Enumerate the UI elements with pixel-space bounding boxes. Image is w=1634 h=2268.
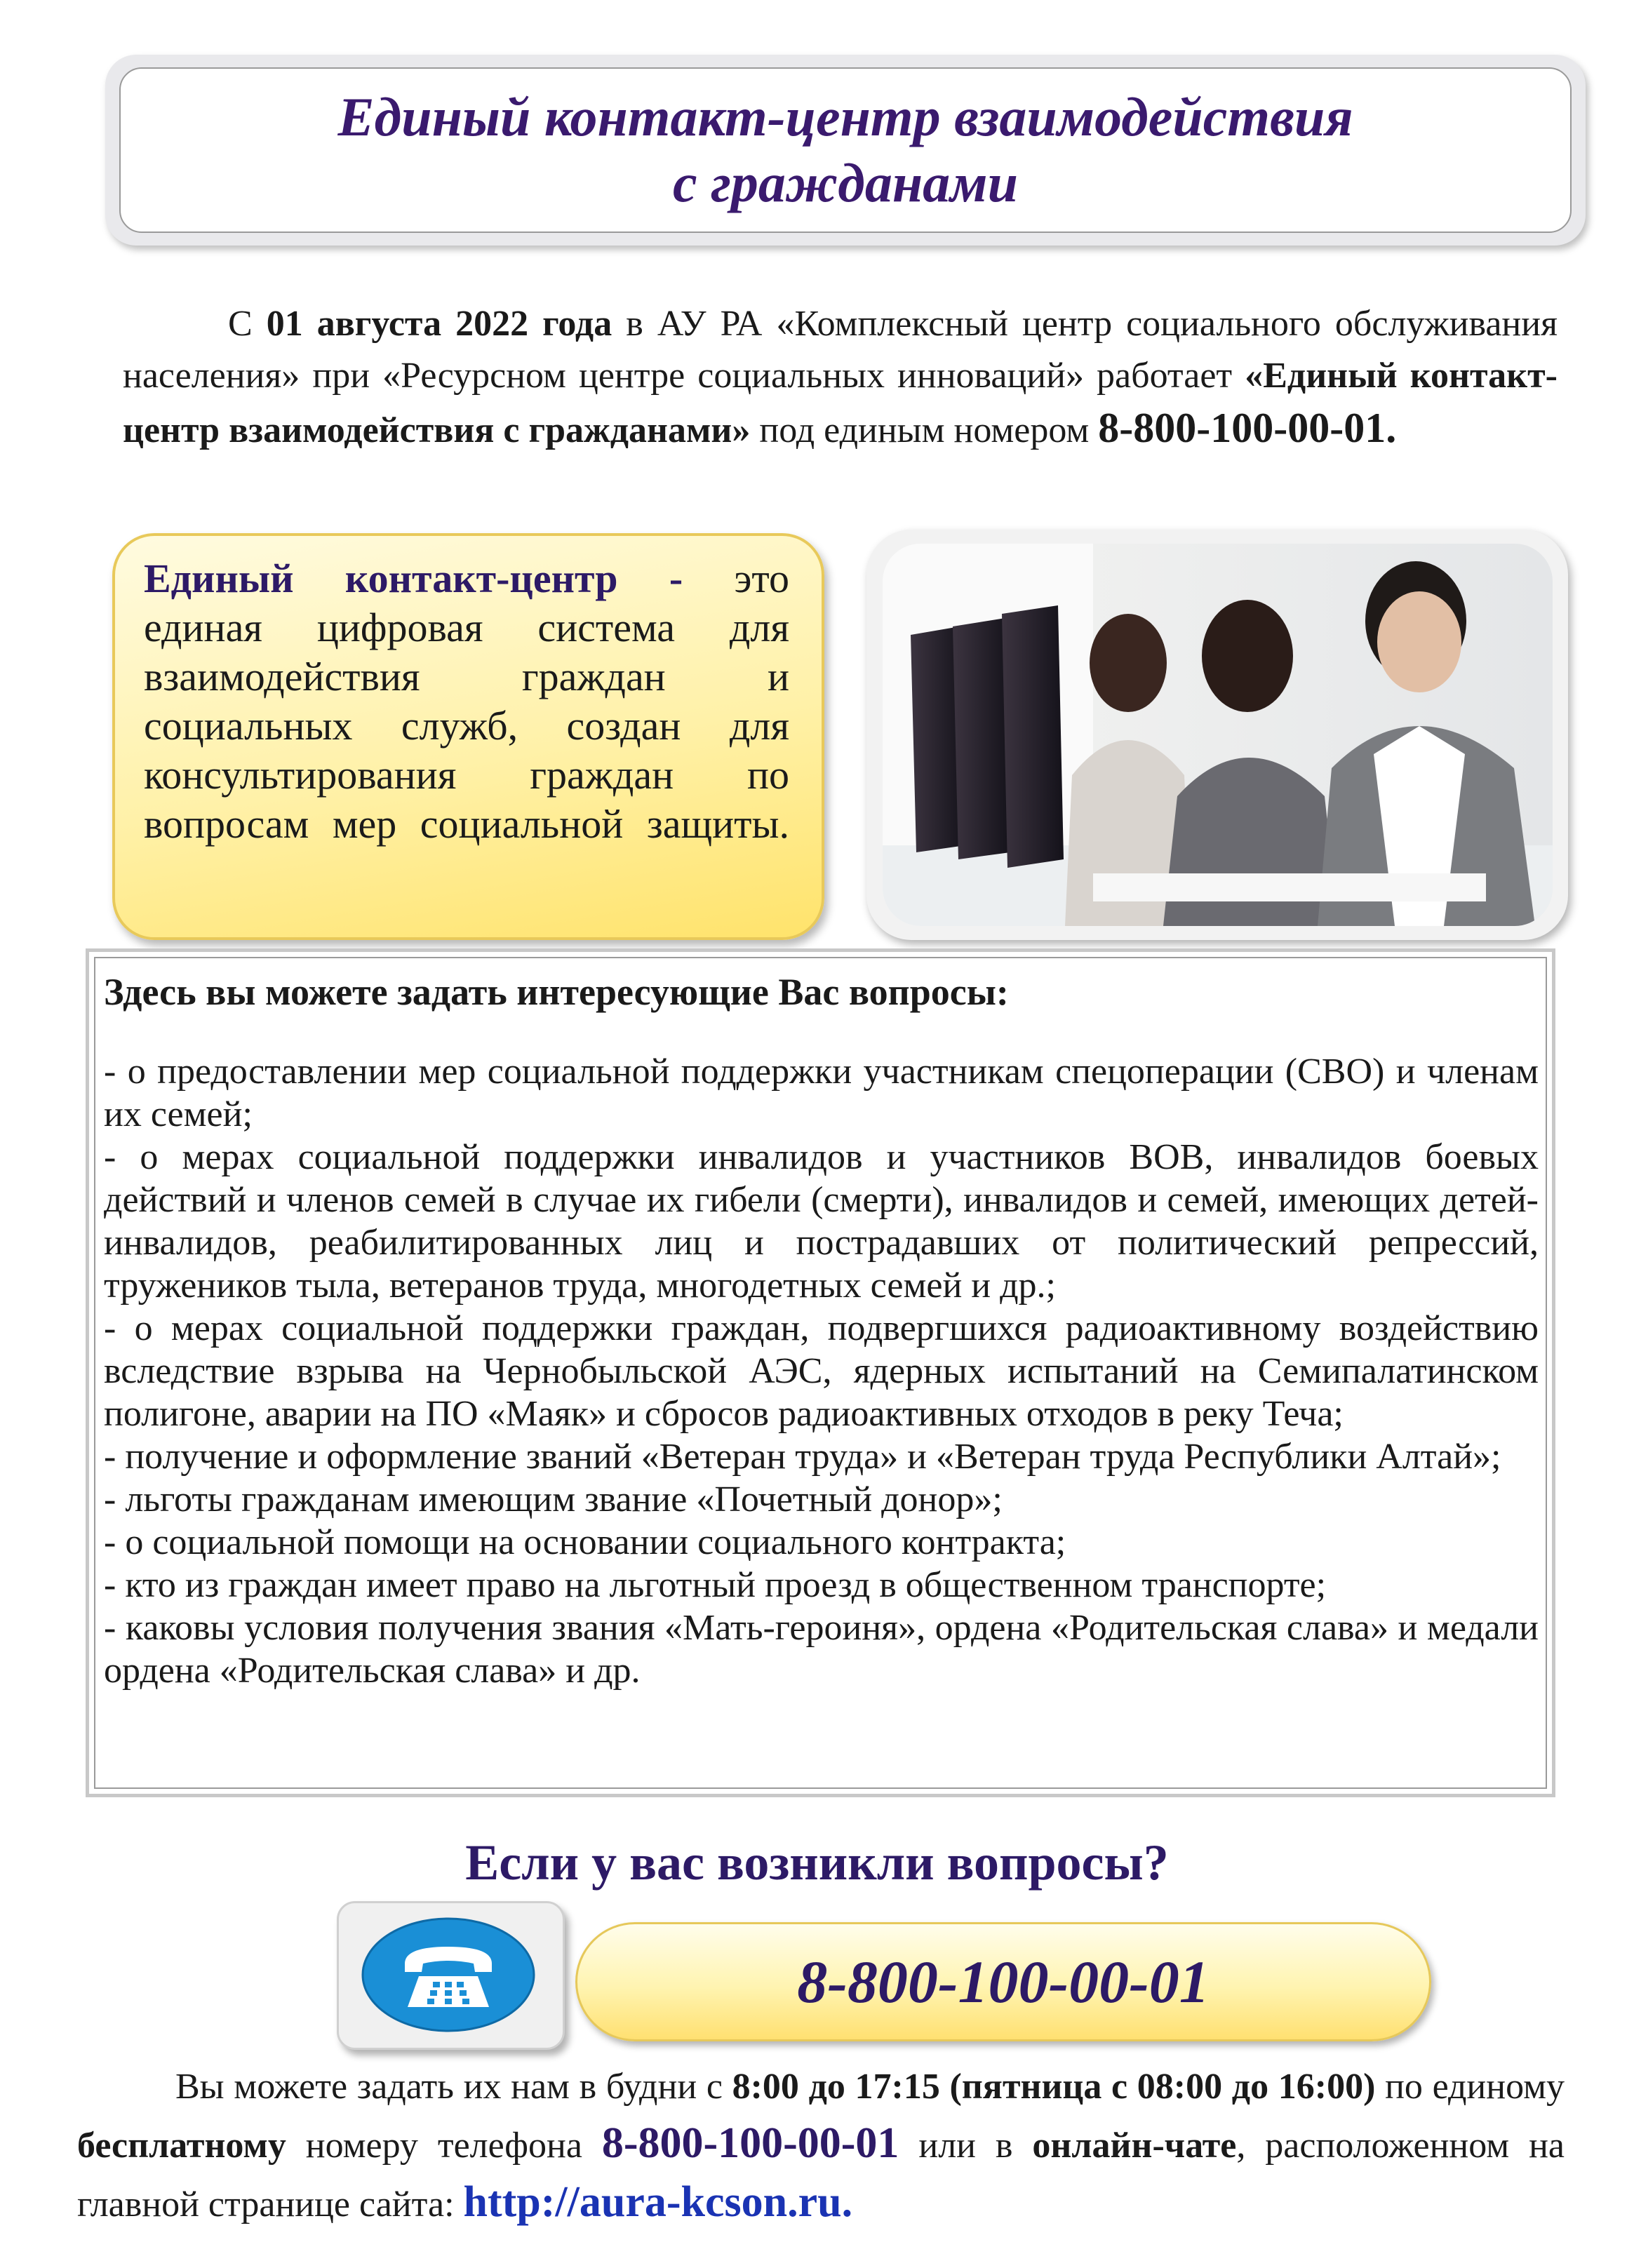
questions-list	[104, 1050, 1539, 1692]
definition-text: Единый контакт-центр - это единая цифровая система для взаимодействия граждан и социальных служб, создан для консультирования граждан по вопросам мер социальной защиты.	[144, 556, 790, 847]
online-chat-label: онлайн-чате	[1032, 2126, 1237, 2166]
list-item: - каковы условия получения звания «Мать-героиня», ордена «Родительская слава» и медали ордена «Родительская слава» и др.	[104, 1608, 1539, 1691]
working-hours: 8:00 до 17:15 (пятница с 08:00 до 16:00)	[732, 2067, 1376, 2107]
website-link[interactable]: http://aura-kcson.ru.	[463, 2178, 853, 2226]
intro-phone: 8-800-100-00-01.	[1098, 405, 1397, 451]
list-item: - о мерах социальной поддержки инвалидов и участников ВОВ, инвалидов боевых действий и членов семей в случае их гибели (смерти), инвалидов и семей, имеющих детей-инвалидов, реабилитированных лиц и пострадавших от политический репрессий, тружеников тыла, ветеранов труда, многодетных семей и др.;	[104, 1137, 1539, 1306]
center-name: «Единый контакт-центр взаимодействия с гражданами»	[123, 356, 1558, 450]
page-title	[119, 67, 1572, 233]
list-item: - о социальной помощи на основании социального контракта;	[104, 1522, 1066, 1562]
intro-paragraph: С 01 августа 2022 года в АУ РА «Комплексный центр социального обслуживания населения» при «Ресурсном центре социальных инноваций» работает «Единый контакт-центр взаимодействия с гражданами» под единым номером 8-800-100-00-01.	[123, 304, 1558, 451]
telephone-icon	[361, 1917, 535, 2033]
questions-heading: Если у вас возникли вопросы?	[465, 1834, 1169, 1891]
definition-lead: Единый контакт-центр -	[144, 556, 683, 601]
list-item: - получение и оформление званий «Ветеран труда» и «Ветеран труда Республики Алтай»;	[104, 1437, 1501, 1477]
start-date: 01 августа 2022 года	[266, 304, 612, 344]
closing-phone: 8-800-100-00-01	[601, 2119, 899, 2167]
free-label: бесплатному	[77, 2126, 286, 2166]
closing-paragraph: Вы можете задать их нам в будни с 8:00 до 17:15 (пятница с 08:00 до 16:00) по единому бесплатному номеру телефона 8-800-100-00-01 или в онлайн-чате, расположенном на главной странице сайта: http://aura-kcson.ru.	[77, 2067, 1565, 2226]
title-line-1: Единый контакт-центр взаимодействия	[337, 86, 1353, 147]
list-item: - о предоставлении мер социальной поддержки участникам спецоперации (СВО) и членам их семей;	[104, 1052, 1539, 1134]
list-item: - льготы гражданам имеющим звание «Почетный донор»;	[104, 1479, 1003, 1519]
list-item: - о мерах социальной поддержки граждан, подвергшихся радиоактивному воздействию вследствие взрыва на Чернобыльской АЭС, ядерных испытаний на Семипалатинском полигоне, аварии на ПО «Маяк» и сбросов радиоактивных отходов в реку Теча;	[104, 1308, 1539, 1434]
questions-title: Здесь вы можете задать интересующие Вас вопросы:	[104, 971, 1009, 1013]
title-line-2: с гражданами	[673, 152, 1018, 213]
call-center-photo	[883, 544, 1553, 926]
list-item: - кто из граждан имеет право на льготный проезд в общественном транспорте;	[104, 1565, 1327, 1605]
hotline-number: 8-800-100-00-01	[797, 1948, 1210, 2015]
